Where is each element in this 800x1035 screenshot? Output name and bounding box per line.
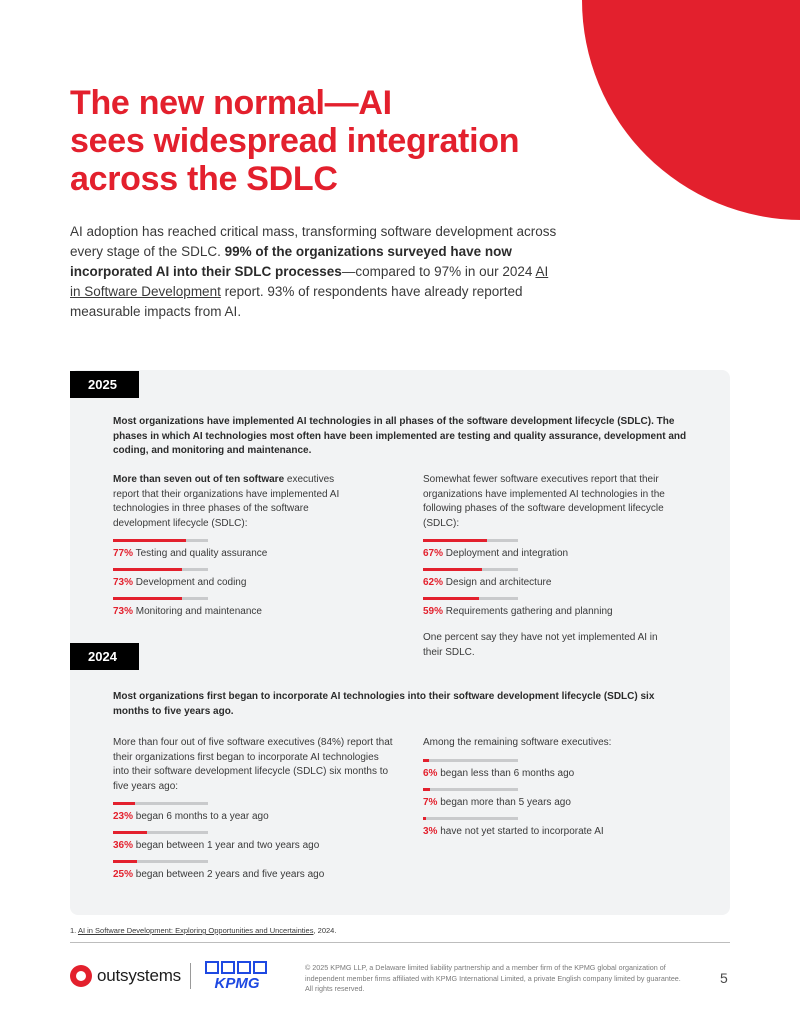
- stat-bar: [423, 817, 518, 820]
- stat-percent: 3%: [423, 826, 438, 837]
- stat-bar-fill: [113, 802, 135, 805]
- kpmg-box-inner-3: [239, 963, 249, 972]
- stat-text: [113, 576, 373, 589]
- stat-text: [423, 605, 683, 618]
- stat-item: [423, 597, 683, 618]
- left-intro-2024: More than four out of five software executives (84%) report that their organizations first began to incorporate AI technologies into their software development lifecycle (SDLC) six months to five years ago:: [113, 737, 393, 792]
- stat-bar: [423, 539, 518, 542]
- stat-percent: 7%: [423, 797, 438, 808]
- stat-percent: 23%: [113, 811, 134, 822]
- stat-percent: 36%: [113, 840, 134, 851]
- stat-bar-fill: [423, 539, 487, 542]
- stat-label: Design and architecture: [443, 577, 552, 588]
- stat-text: [423, 547, 683, 560]
- title-line-1: The new normal—AI: [70, 84, 392, 122]
- stat-item: [113, 831, 373, 852]
- stat-label: have not yet started to incorporate AI: [437, 826, 604, 837]
- stat-item: [423, 788, 683, 809]
- stat-percent: 77%: [113, 548, 134, 559]
- stat-text: [113, 605, 373, 618]
- stat-item: [423, 568, 683, 589]
- stat-bar-fill: [113, 539, 186, 542]
- stat-text: [423, 576, 683, 589]
- stat-percent: 73%: [113, 577, 134, 588]
- footer-divider: [70, 942, 730, 943]
- stat-percent: 67%: [423, 548, 444, 559]
- stat-text: [113, 839, 373, 852]
- stat-text: [113, 810, 373, 823]
- stat-bar-fill: [423, 568, 482, 571]
- title-line-3: across the SDLC: [70, 160, 338, 198]
- stat-label: Testing and quality assurance: [133, 548, 268, 559]
- stat-item: [113, 860, 373, 881]
- footnote-rest: , 2024.: [313, 926, 337, 935]
- outsystems-logo: [70, 963, 181, 989]
- lead-2024: Most organizations first began to incorporate AI technologies into their software development lifecycle (SDLC) six months to five years ago.: [113, 691, 655, 717]
- report-link[interactable]: AI in Software Development: [70, 264, 549, 299]
- stat-label: began between 1 year and two years ago: [133, 840, 320, 851]
- kpmg-logo: [204, 960, 270, 990]
- year-tag-2024: 2024: [70, 643, 139, 670]
- stat-label: began 6 months to a year ago: [133, 811, 269, 822]
- stat-label: Monitoring and maintenance: [133, 606, 262, 617]
- outsystems-wordmark: outsystems: [97, 966, 181, 985]
- title-line-2: sees widespread integration: [70, 122, 520, 160]
- footnote-link[interactable]: AI in Software Development: Exploring Opportunities and Uncertainties: [77, 926, 314, 935]
- footnote: [70, 926, 336, 935]
- stat-item: [423, 759, 683, 780]
- stat-item: [423, 539, 683, 560]
- stat-percent: 6%: [423, 768, 438, 779]
- stat-bar: [423, 759, 518, 762]
- decorative-red-circle: [582, 0, 800, 220]
- logo-divider: [190, 963, 191, 989]
- stat-bar-fill: [423, 788, 430, 791]
- kpmg-wordmark: KPMG: [214, 975, 260, 990]
- page-title: [70, 84, 590, 198]
- left-intro-2025: [113, 473, 358, 531]
- stat-item: [113, 802, 373, 823]
- stat-item: [113, 568, 373, 589]
- kpmg-box-inner-4: [255, 963, 265, 972]
- stat-label: began more than 5 years ago: [437, 797, 571, 808]
- stat-text: [113, 868, 373, 881]
- stat-percent: 73%: [113, 606, 134, 617]
- stat-bar: [113, 597, 208, 600]
- stat-bar: [423, 788, 518, 791]
- stat-bar: [113, 802, 208, 805]
- intro-text-2: —compared to 97% in our 2024: [341, 264, 536, 279]
- intro-text-1: AI adoption has reached critical mass, transforming software development across every stage of the SDLC.: [70, 224, 557, 259]
- stat-bar-fill: [423, 817, 426, 820]
- stat-bar: [423, 597, 518, 600]
- stat-text: [423, 825, 683, 838]
- stat-item: [113, 539, 373, 560]
- intro-paragraph: [70, 222, 560, 322]
- stat-label: Development and coding: [133, 577, 247, 588]
- lead-2025: Most organizations have implemented AI technologies in all phases of the software development lifecycle (SDLC). The phases in which AI technologies most often have been implemented are testing and quality assurance, development and coding, and monitoring and maintenance.: [113, 416, 687, 456]
- intro-text-3: report. 93% of respondents have already reported measurable impacts from AI.: [70, 284, 523, 319]
- stat-percent: 62%: [423, 577, 444, 588]
- stat-bar: [113, 831, 208, 834]
- stat-label: began between 2 years and five years ago: [133, 869, 325, 880]
- legal-notice: © 2025 KPMG LLP, a Delaware limited liability partnership and a member firm of the KPMG global organization of independent member firms affiliated with KPMG International Limited, a private English company limited by guarantee. All rights reserved.: [305, 963, 681, 993]
- stat-item: [113, 597, 373, 618]
- page-number: 5: [720, 970, 728, 986]
- right-intro-2025: Somewhat fewer software executives report that their organizations have implemented AI technologies in the following phases of the software development lifecycle (SDLC):: [423, 474, 665, 529]
- year-tag-2025: 2025: [70, 371, 139, 398]
- stat-percent: 25%: [113, 869, 134, 880]
- intro-bold: 99% of the organizations surveyed have now incorporated AI into their SDLC processes: [70, 244, 512, 279]
- stat-bar: [113, 860, 208, 863]
- kpmg-box-inner-1: [207, 963, 217, 972]
- stat-label: began less than 6 months ago: [437, 768, 575, 779]
- left-intro-2025-bold: More than seven out of ten software: [113, 474, 285, 485]
- stat-bar: [113, 539, 208, 542]
- stat-bar-fill: [423, 759, 429, 762]
- outsystems-mark-icon: [70, 965, 92, 987]
- stat-bar: [423, 568, 518, 571]
- right-intro-2024: Among the remaining software executives:: [423, 737, 612, 748]
- stat-bar: [113, 568, 208, 571]
- not-implemented-note: One percent say they have not yet implemented AI in their SDLC.: [423, 632, 658, 658]
- stat-bar-fill: [113, 831, 147, 834]
- kpmg-box-inner-2: [223, 963, 233, 972]
- stat-label: Requirements gathering and planning: [443, 606, 613, 617]
- stat-bar-fill: [113, 860, 137, 863]
- stat-text: [423, 767, 683, 780]
- left-intro-2025-rest: executives report that their organizations have implemented AI technologies in three phases of the software development lifecycle (SDLC):: [113, 474, 340, 529]
- stat-text: [113, 547, 373, 560]
- stat-text: [423, 796, 683, 809]
- stat-bar-fill: [423, 597, 479, 600]
- footnote-number: 1.: [70, 926, 78, 935]
- stat-percent: 59%: [423, 606, 444, 617]
- stat-bar-fill: [113, 568, 182, 571]
- stat-bar-fill: [113, 597, 182, 600]
- stat-item: [423, 817, 683, 838]
- stat-label: Deployment and integration: [443, 548, 569, 559]
